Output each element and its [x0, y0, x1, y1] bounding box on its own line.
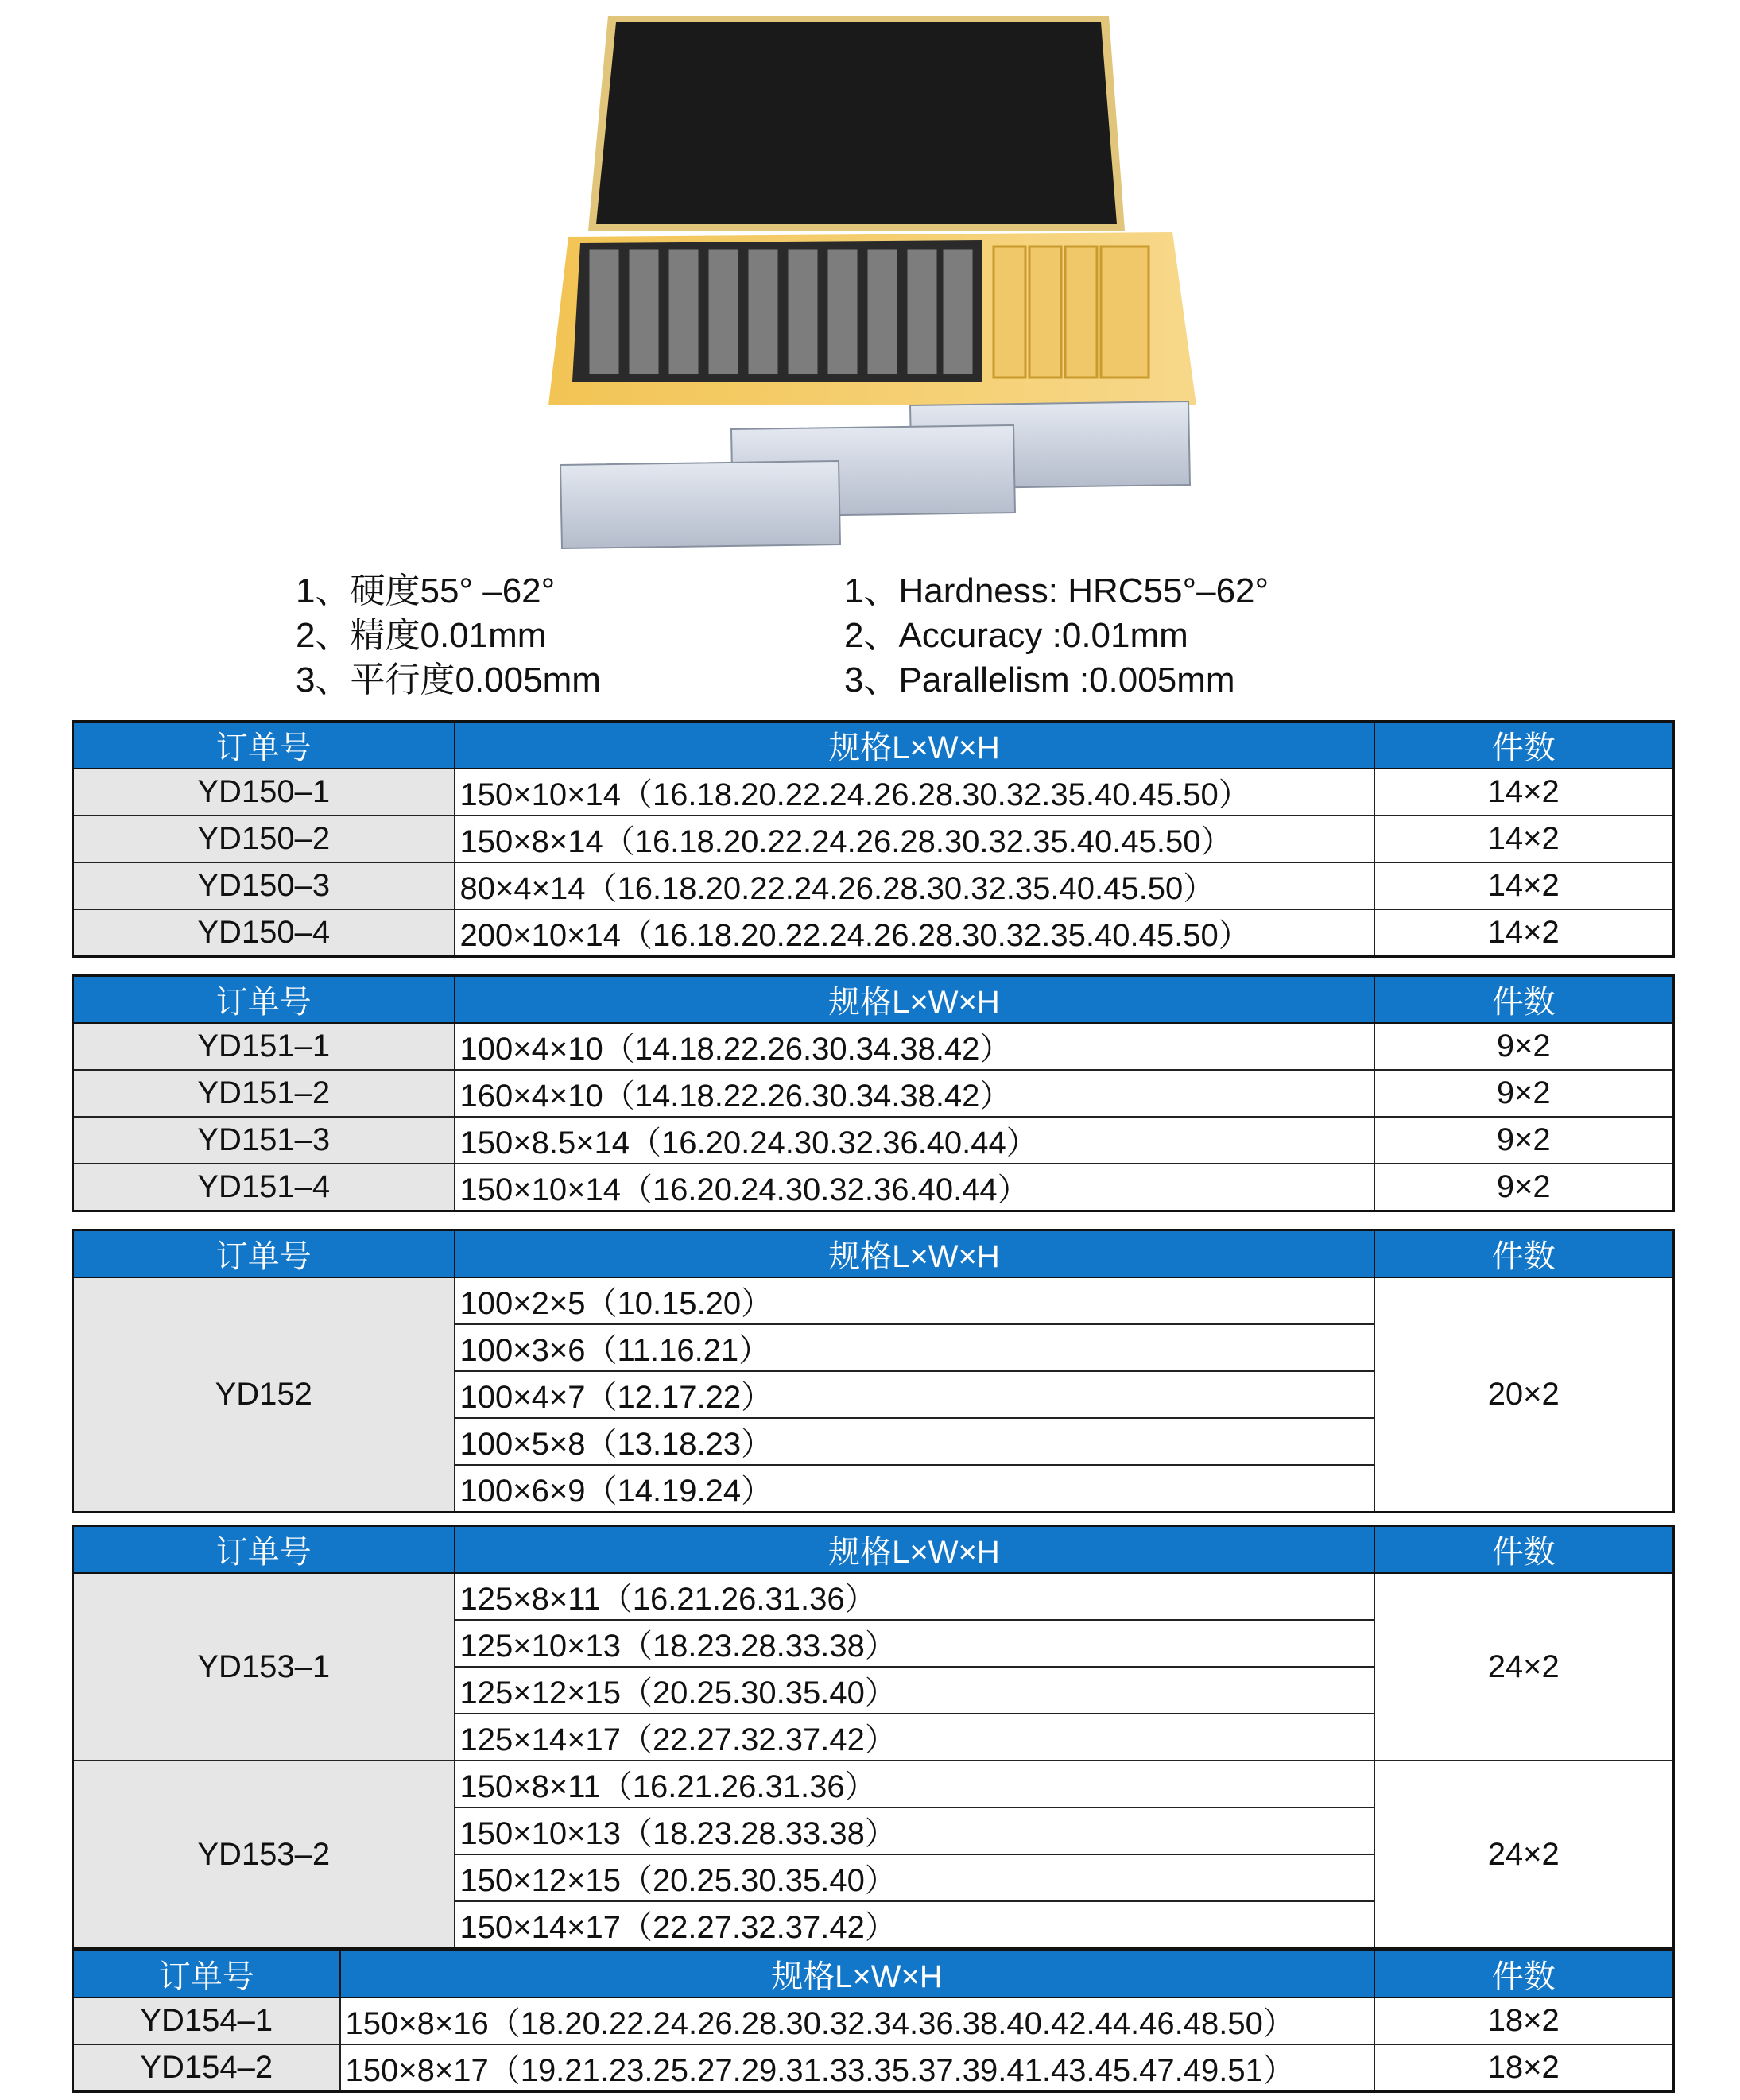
- order-code: YD150–2: [73, 816, 455, 862]
- spec-hardness-cn: 1、硬度55° –62°: [296, 571, 556, 610]
- spec-parallelism-cn: 3、平行度0.005mm: [296, 661, 601, 699]
- table-header-row: [73, 976, 1674, 1024]
- spec-value: 125×10×13（18.23.28.33.38）: [455, 1620, 1374, 1667]
- qty-value: 24×2: [1374, 1761, 1674, 1949]
- spec-value: 200×10×14（16.18.20.22.24.26.28.30.32.35.40.45.50）: [455, 909, 1374, 957]
- order-code: YD154–1: [73, 1997, 340, 2044]
- table-row: [73, 769, 1674, 816]
- spec-value: 100×4×10（14.18.22.26.30.34.38.42）: [455, 1023, 1374, 1070]
- header-order-no: 订单号: [73, 1526, 455, 1574]
- specs-chinese: [296, 569, 601, 703]
- spec-value: 80×4×14（16.18.20.22.24.26.28.30.32.35.40.45.50）: [455, 862, 1374, 909]
- spec-value: 100×2×5（10.15.20）: [455, 1277, 1374, 1324]
- header-spec: 规格L×W×H: [455, 1230, 1374, 1278]
- header-qty: 件数: [1374, 1951, 1674, 1998]
- qty-value: 9×2: [1374, 1164, 1674, 1211]
- header-order-no: 订单号: [73, 722, 455, 769]
- header-order-no: 订单号: [73, 1951, 340, 1998]
- order-code: YD150–3: [73, 862, 455, 909]
- table-yd154: [72, 1949, 1675, 2093]
- table-row: [73, 909, 1674, 957]
- header-qty: 件数: [1374, 722, 1674, 769]
- specs-english: [844, 569, 1269, 703]
- spec-value: 150×8×11（16.21.26.31.36）: [455, 1761, 1374, 1807]
- header-order-no: 订单号: [73, 1230, 455, 1278]
- spec-value: 100×4×7（12.17.22）: [455, 1371, 1374, 1418]
- header-spec: 规格L×W×H: [455, 1526, 1374, 1574]
- table-header-row: [73, 1230, 1674, 1278]
- table-row: [73, 862, 1674, 909]
- table-yd152: [72, 1229, 1675, 1513]
- order-code: YD151–3: [73, 1117, 455, 1164]
- header-spec: 规格L×W×H: [340, 1951, 1374, 1998]
- spec-value: 125×14×17（22.27.32.37.42）: [455, 1714, 1374, 1761]
- order-code: YD151–1: [73, 1023, 455, 1070]
- table-header-row: [73, 722, 1674, 769]
- spec-value: 150×8×16（18.20.22.24.26.28.30.32.34.36.38.40.42.44.46.48.50）: [340, 1997, 1374, 2044]
- qty-value: 14×2: [1374, 816, 1674, 862]
- qty-value: 14×2: [1374, 769, 1674, 816]
- order-code: YD152: [73, 1277, 455, 1513]
- product-photo: [537, 8, 1212, 556]
- table-yd150: [72, 720, 1675, 958]
- qty-value: 20×2: [1374, 1277, 1674, 1513]
- table-row: [73, 1023, 1674, 1070]
- table-yd151: [72, 974, 1675, 1212]
- order-code: YD150–1: [73, 769, 455, 816]
- spec-value: 150×10×14（16.18.20.22.24.26.28.30.32.35.40.45.50）: [455, 769, 1374, 816]
- order-code: YD153–1: [73, 1573, 455, 1761]
- table-row: [73, 1277, 1674, 1324]
- spec-value: 100×5×8（13.18.23）: [455, 1418, 1374, 1465]
- qty-value: 9×2: [1374, 1023, 1674, 1070]
- spec-parallelism-en: 3、Parallelism :0.005mm: [844, 661, 1235, 699]
- spec-value: 150×12×15（20.25.30.35.40）: [455, 1854, 1374, 1901]
- spec-value: 125×12×15（20.25.30.35.40）: [455, 1667, 1374, 1714]
- order-code: YD151–2: [73, 1070, 455, 1117]
- table-row: [73, 1117, 1674, 1164]
- table-yd153: [72, 1525, 1675, 1950]
- qty-value: 14×2: [1374, 862, 1674, 909]
- qty-value: 18×2: [1374, 2044, 1674, 2092]
- spec-accuracy-en: 2、Accuracy :0.01mm: [844, 616, 1188, 655]
- spec-value: 100×3×6（11.16.21）: [455, 1324, 1374, 1371]
- spec-value: 150×8.5×14（16.20.24.30.32.36.40.44）: [455, 1117, 1374, 1164]
- spec-hardness-en: 1、Hardness: HRC55°–62°: [844, 571, 1269, 610]
- table-row: [73, 1997, 1674, 2044]
- qty-value: 9×2: [1374, 1070, 1674, 1117]
- order-code: YD154–2: [73, 2044, 340, 2092]
- spec-value: 125×8×11（16.21.26.31.36）: [455, 1573, 1374, 1620]
- spec-value: 150×10×14（16.20.24.30.32.36.40.44）: [455, 1164, 1374, 1211]
- header-qty: 件数: [1374, 1230, 1674, 1278]
- order-code: YD151–4: [73, 1164, 455, 1211]
- spec-accuracy-cn: 2、精度0.01mm: [296, 616, 547, 655]
- table-row: [73, 816, 1674, 862]
- header-order-no: 订单号: [73, 976, 455, 1024]
- header-spec: 规格L×W×H: [455, 722, 1374, 769]
- table-header-row: [73, 1951, 1674, 1998]
- qty-value: 9×2: [1374, 1117, 1674, 1164]
- qty-value: 18×2: [1374, 1997, 1674, 2044]
- qty-value: 14×2: [1374, 909, 1674, 957]
- spec-value: 150×8×17（19.21.23.25.27.29.31.33.35.37.39.41.43.45.47.49.51）: [340, 2044, 1374, 2092]
- header-spec: 规格L×W×H: [455, 976, 1374, 1024]
- header-qty: 件数: [1374, 976, 1674, 1024]
- table-header-row: [73, 1526, 1674, 1574]
- table-row: [73, 2044, 1674, 2092]
- spec-value: 150×8×14（16.18.20.22.24.26.28.30.32.35.40.45.50）: [455, 816, 1374, 862]
- spec-value: 160×4×10（14.18.22.26.30.34.38.42）: [455, 1070, 1374, 1117]
- header-qty: 件数: [1374, 1526, 1674, 1574]
- table-row: [73, 1164, 1674, 1211]
- order-code: YD150–4: [73, 909, 455, 957]
- spec-value: 150×14×17（22.27.32.37.42）: [455, 1901, 1374, 1949]
- table-row: [73, 1070, 1674, 1117]
- qty-value: 24×2: [1374, 1573, 1674, 1761]
- spec-value: 100×6×9（14.19.24）: [455, 1465, 1374, 1513]
- spec-value: 150×10×13（18.23.28.33.38）: [455, 1807, 1374, 1854]
- table-row: [73, 1761, 1674, 1807]
- order-code: YD153–2: [73, 1761, 455, 1949]
- table-row: [73, 1573, 1674, 1620]
